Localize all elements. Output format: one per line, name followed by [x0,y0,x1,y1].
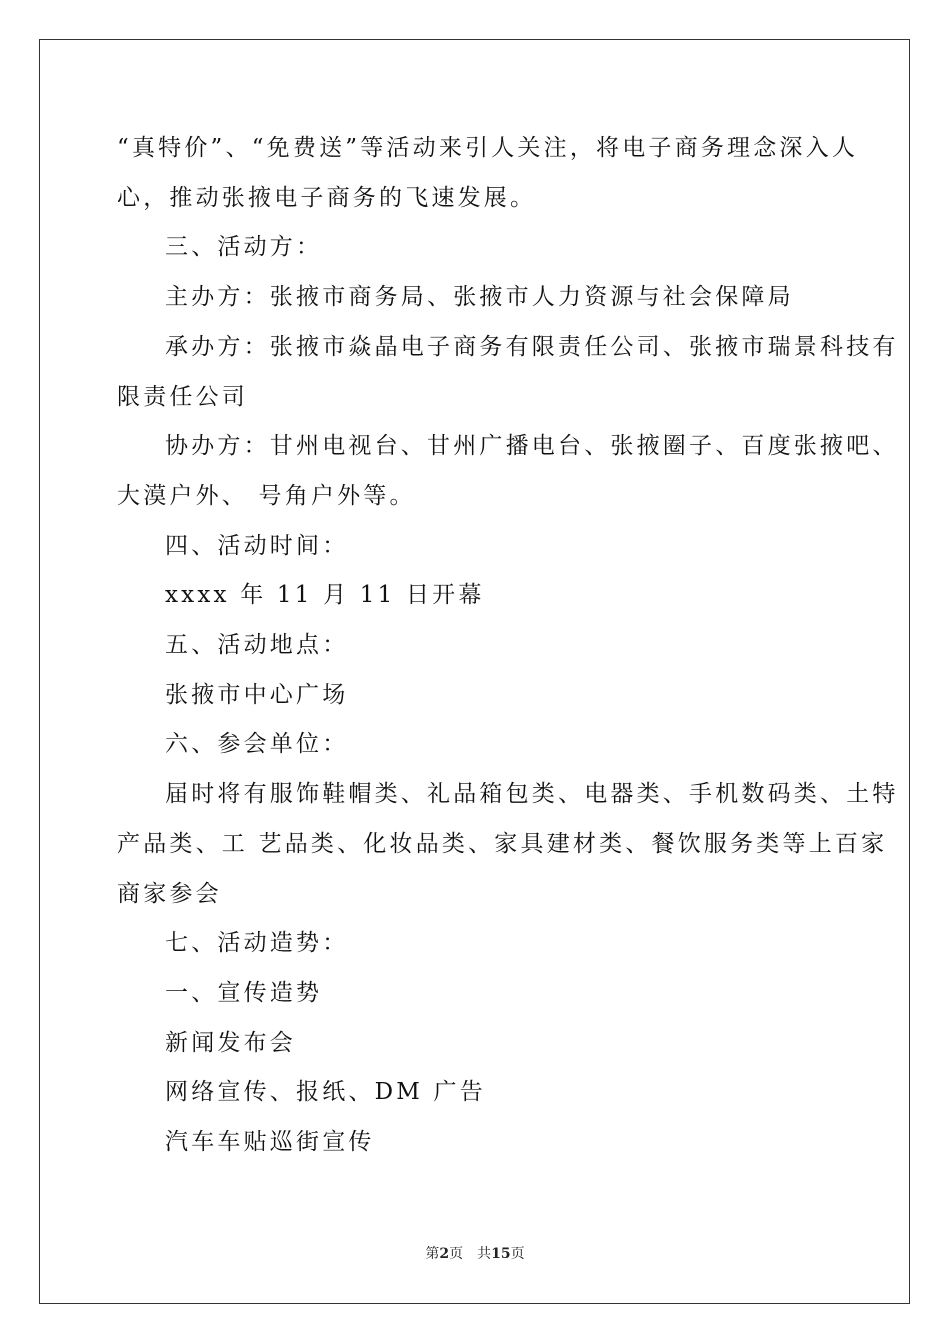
paragraph-line: 限责任公司 [117,383,248,410]
sub-heading: 一、宣传造势 [165,979,323,1006]
list-item: 汽车车贴巡街宣传 [165,1129,375,1156]
paragraph-line: 张掖市中心广场 [165,681,349,708]
paragraph-line: 承办方：张掖市焱晶电子商务有限责任公司、张掖市瑞景科技有 [165,333,899,360]
paragraph-line: 届时将有服饰鞋帽类、礼品箱包类、电器类、手机数码类、土特 [165,781,899,808]
total-unit: 页 [510,1246,525,1262]
section-heading: 五、活动地点： [165,632,349,659]
document-body [117,124,899,1168]
paragraph-line: 协办方：甘州电视台、甘州广播电台、张掖圈子、百度张掖吧、 [165,433,899,460]
total-prefix: 共 [477,1246,492,1262]
list-item: 新闻发布会 [165,1029,296,1056]
list-item: 网络宣传、报纸、DM 广告 [165,1079,486,1106]
paragraph-line: 主办方：张掖市商务局、张掖市人力资源与社会保障局 [165,284,794,311]
page-unit: 页 [449,1246,464,1262]
section-heading: 三、活动方： [165,234,323,261]
paragraph-line: “真特价”、“免费送”等活动来引人关注，将电子商务理念深入人 [117,135,859,161]
paragraph-line: 产品类、工 艺品类、化妆品类、家具建材类、餐饮服务类等上百家 [117,830,888,857]
section-heading: 六、参会单位： [165,731,349,758]
section-heading: 四、活动时间： [165,532,349,559]
page-total: 15 [491,1246,511,1262]
paragraph-line: 商家参会 [117,880,222,907]
page-current: 2 [439,1246,450,1262]
paragraph-line: 大漠户外、 号角户外等。 [117,482,416,509]
section-heading: 七、活动造势： [165,930,349,957]
paragraph-line: 心，推动张掖电子商务的飞速发展。 [117,184,537,211]
page-footer [0,1244,950,1264]
paragraph-line: xxxx 年 11 月 11 日开幕 [165,582,485,609]
page-prefix: 第 [425,1246,440,1262]
